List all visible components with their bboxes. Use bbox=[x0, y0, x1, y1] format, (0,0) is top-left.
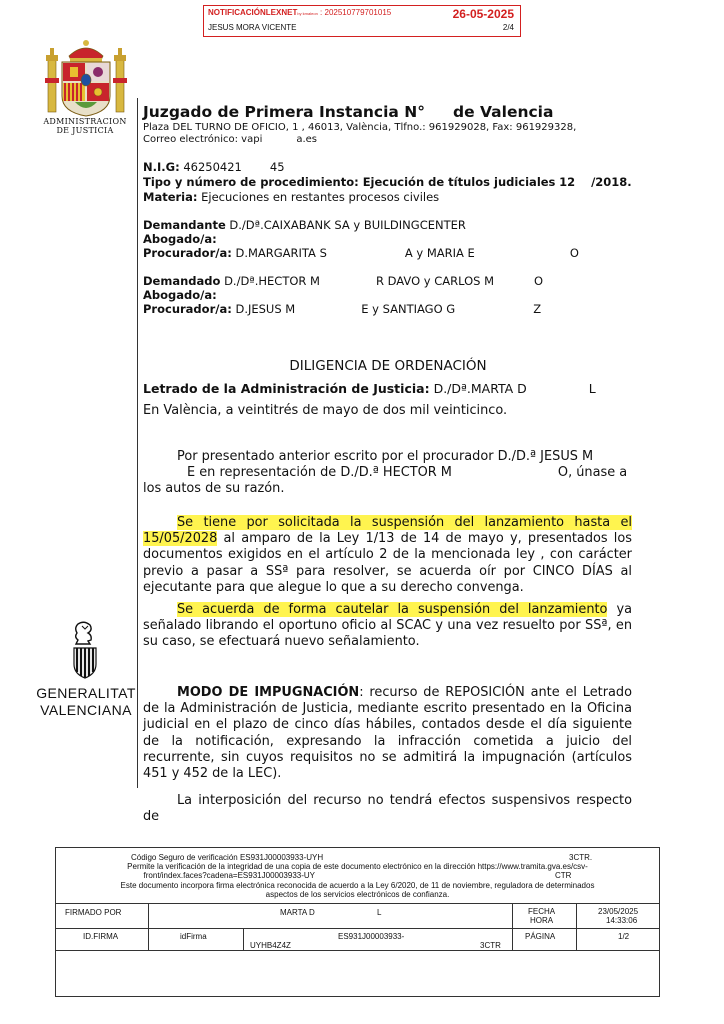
highlight-cautelar: Se acuerda de forma cautelar la suspensión del lanzamiento bbox=[177, 602, 608, 617]
highlight-suspension: Se tiene por solicitada la suspensión del lanzamiento hasta el bbox=[177, 515, 632, 530]
id-value-a: ES931J00003933- bbox=[338, 932, 405, 941]
id-value-c: 3CTR bbox=[480, 941, 501, 950]
firmante-b: L bbox=[377, 908, 382, 917]
notification-label: NOTIFICACIÓN bbox=[208, 8, 266, 17]
notification-header bbox=[203, 5, 521, 37]
signature-date: 23/05/2025 bbox=[598, 907, 639, 916]
procurador-line-2: Procurador/a: D.JESUS M E y SANTIAGO G Z bbox=[143, 302, 542, 316]
abogado-line-1: Abogado/a: bbox=[143, 232, 217, 246]
materia-line: Materia: Ejecuciones en restantes procesos civiles bbox=[143, 190, 440, 204]
notification-number: : 202510779701015 bbox=[320, 8, 392, 17]
left-divider bbox=[137, 98, 138, 788]
place-date: En València, a veintitrés de mayo de dos mil veinticinco. bbox=[143, 403, 508, 418]
verification-info: Código Seguro de verificación ES931J00003933-UYH 3CTR. Permite la verificación de la integridad de una copia de este documento electrónico en la dirección https://www.tramita.gva.es/csv- front/index.faces?cadena=ES931J00003933-UY CTR Este documento incorpora firma electrónica reconocida de acuerdo a la Ley 6/2020, de 11 de noviembre, reguladora de determinados aspectos de los servicios electrónicos de confianza. bbox=[56, 848, 659, 904]
paragraph-5: La interposición del recurso no tendrá efectos suspensivos respecto de bbox=[143, 793, 632, 825]
id-value-b: UYHB4Z4Z bbox=[250, 941, 291, 950]
signature-time: 14:33:06 bbox=[606, 916, 638, 925]
highlight-date: 15/05/2028 bbox=[143, 531, 218, 547]
generalitat-logo-text: GENERALITAT VALENCIANA bbox=[36, 685, 136, 718]
letrado-line: Letrado de la Administración de Justicia: D./Dª.MARTA D L bbox=[143, 381, 596, 396]
court-title: Juzgado de Primera Instancia N° de Valencia bbox=[143, 103, 554, 121]
idfirma-label: idFirma bbox=[180, 932, 207, 941]
coat-of-arms-icon bbox=[45, 38, 127, 118]
paragraph-2: Se tiene por solicitada la suspensión del lanzamiento hasta el 15/05/2028 al amparo de la Ley 1/13 de 14 de mayo y, presentados los documentos exigidos en el artículo 2 de la mencionada ley , con carácter previo a pasar a SSª para resolver, se acuerda oír por CINCO DÍAS al ejecutante para que alegue lo que a su derecho convenga. bbox=[143, 515, 632, 595]
notification-recipient: JESUS MORA VICENTE bbox=[208, 23, 297, 32]
paragraph-1: Por presentado anterior escrito por el procurador D./D.ª JESUS M E en representación de D./D.ª HECTOR M O, únase a los autos de su razón. bbox=[143, 449, 628, 497]
paragraph-3: Se acuerda de forma cautelar la suspensión del lanzamiento ya señalado librando el oportuno oficio al SCAC y una vez resuelto por SSª, en su caso, se efectuará nuevo señalamiento. bbox=[143, 602, 632, 650]
notification-date: 26-05-2025 bbox=[452, 7, 514, 21]
demandante-line: Demandante D./Dª.CAIXABANK SA y BUILDINGCENTER bbox=[143, 218, 466, 232]
admin-justicia-logo-text: ADMINISTRACION DE JUSTICIA bbox=[43, 117, 127, 135]
abogado-line-2: Abogado/a: bbox=[143, 288, 217, 302]
verification-table bbox=[55, 847, 660, 997]
document-heading: DILIGENCIA DE ORDENACIÓN bbox=[289, 358, 487, 374]
procedure-line: Tipo y número de procedimiento: Ejecución de títulos judiciales 12 /2018. bbox=[143, 175, 632, 189]
signed-by-row bbox=[56, 903, 659, 929]
pagina-label: PÁGINA bbox=[525, 932, 556, 941]
generalitat-logo-icon bbox=[70, 620, 100, 680]
fecha-label: FECHA bbox=[528, 907, 556, 916]
notification-page: 2/4 bbox=[502, 23, 514, 32]
pagina-value: 1/2 bbox=[618, 932, 630, 941]
nig-line: N.I.G: 46250421 45 bbox=[143, 160, 285, 174]
firmante-a: MARTA D bbox=[280, 908, 315, 917]
procurador-line-1: Procurador/a: D.MARGARITA S A y MARIA E O bbox=[143, 246, 579, 260]
demandado-line: Demandado D./Dª.HECTOR M R DAVO y CARLOS M O bbox=[143, 274, 544, 288]
id-firma-label: ID.FIRMA bbox=[83, 932, 119, 941]
lexnet-sub: by kmaleon bbox=[297, 11, 318, 16]
firmado-por-label: FIRMADO POR bbox=[65, 908, 122, 917]
lexnet-brand: LEXNET bbox=[265, 8, 298, 17]
hora-label: HORA bbox=[530, 916, 554, 925]
court-address: Plaza DEL TURNO DE OFICIO, 1 , 46013, València, Tlfno.: 961929028, Fax: 961929328, Correo electrónico: vapi a.es bbox=[143, 122, 577, 145]
paragraph-4: MODO DE IMPUGNACIÓN: recurso de REPOSICIÓN ante el Letrado de la Administración de Justicia, mediante escrito presentado en la Oficina judicial en el plazo de cinco días hábiles, contados desde el día siguiente de la notificación, expresando la infracción cometida a juicio del recurrente, sin cuyos requisitos no se admitirá la impugnación (artículos 451 y 452 de la LEC). bbox=[143, 685, 632, 782]
